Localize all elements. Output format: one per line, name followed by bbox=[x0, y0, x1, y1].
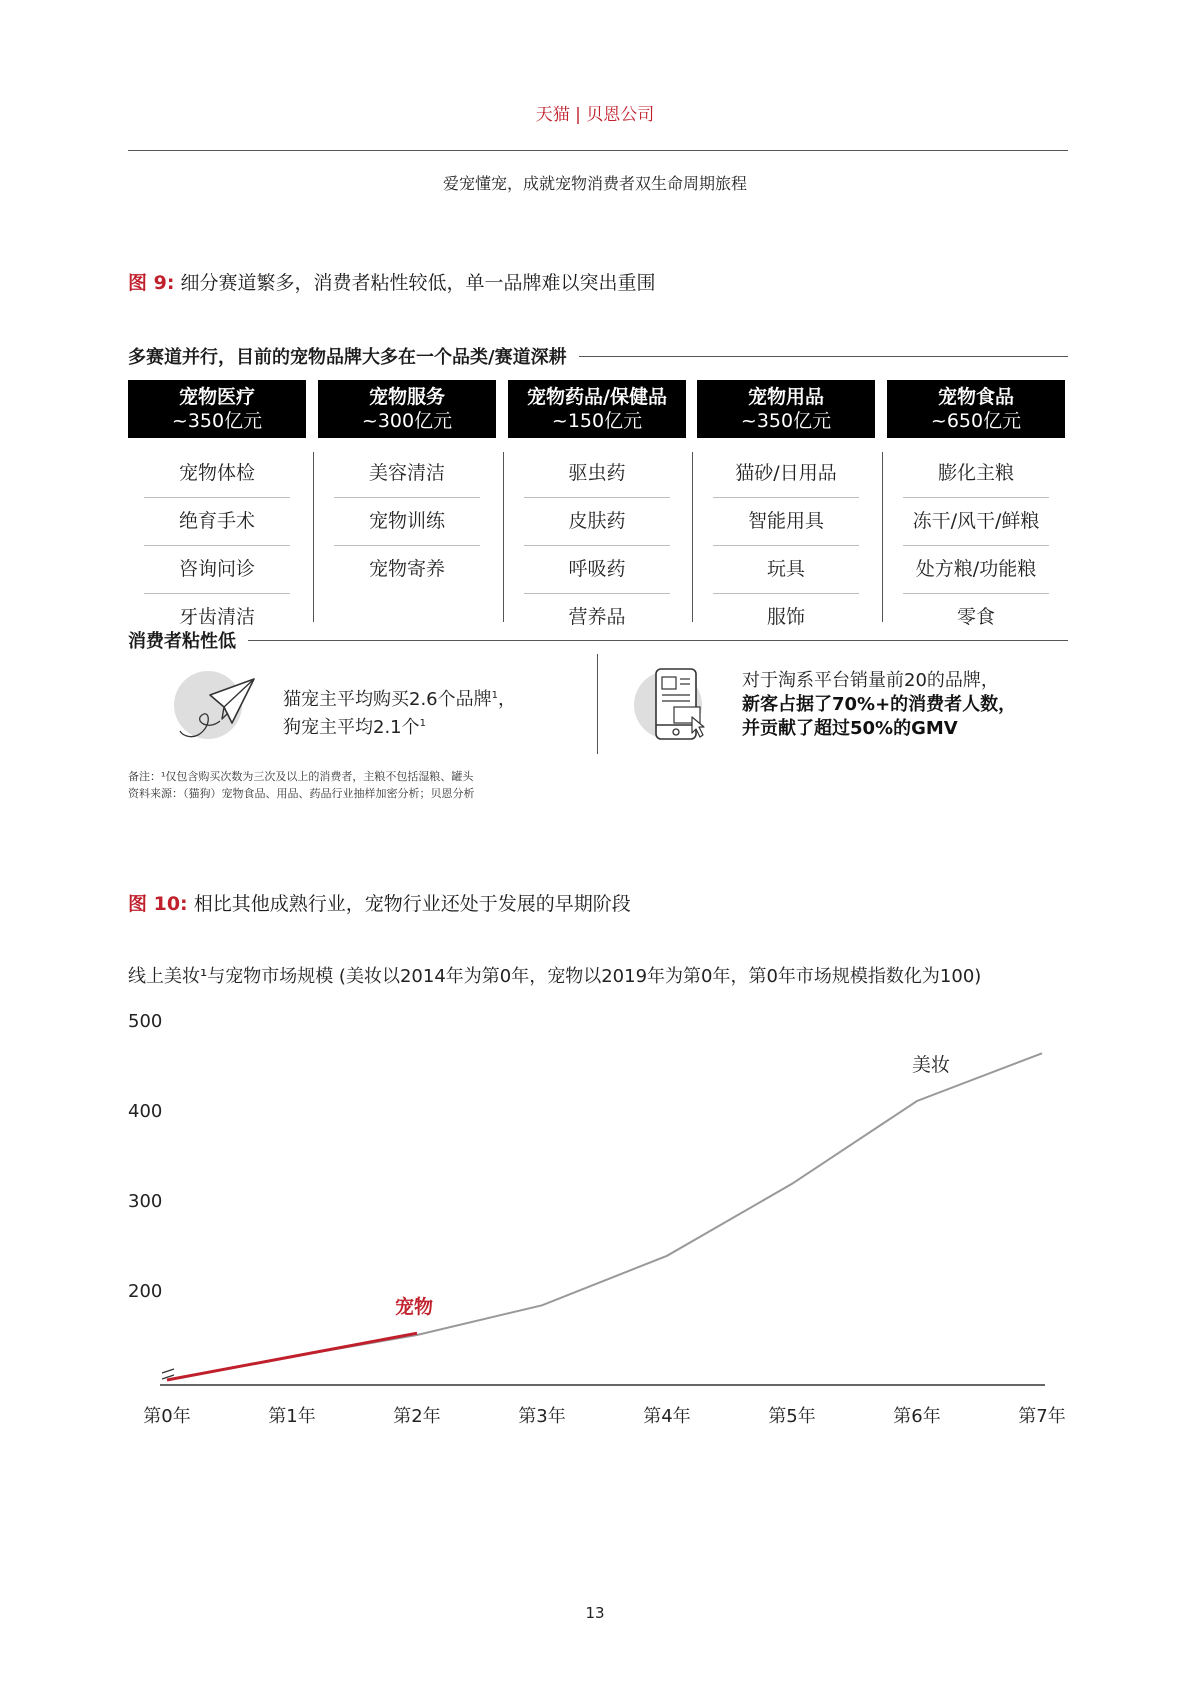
figure10-label: 图 10: bbox=[128, 893, 188, 915]
list-item: 咨询问诊 bbox=[144, 546, 290, 594]
x-tick-label: 第3年 bbox=[518, 1406, 566, 1427]
list-item: 宠物体检 bbox=[144, 450, 290, 498]
category-head-service bbox=[318, 380, 496, 438]
category-size: ~650亿元 bbox=[930, 410, 1022, 432]
category-head-food bbox=[887, 380, 1065, 438]
series-line-beauty bbox=[167, 1053, 1042, 1380]
y-tick-label: 500 bbox=[128, 1011, 163, 1032]
list-item: 营养品 bbox=[568, 606, 626, 628]
left-stat-line-1-tail: ， bbox=[498, 689, 516, 710]
category-size: ~150亿元 bbox=[551, 410, 643, 432]
y-tick-label: 300 bbox=[128, 1191, 163, 1212]
list-item: 处方粮/功能粮 bbox=[903, 546, 1049, 594]
figure10-title bbox=[128, 889, 631, 916]
right-stat-line-2-bold: 新客占据了70%+的消费者人数， bbox=[742, 694, 1017, 715]
list-item: 宠物寄养 bbox=[368, 558, 445, 580]
header-divider bbox=[128, 150, 1068, 151]
footnote-marker: 1 bbox=[491, 690, 498, 701]
category-head-medical bbox=[128, 380, 306, 438]
category-column-service bbox=[318, 450, 496, 593]
section-multi-track bbox=[128, 344, 1068, 368]
list-item: 玩具 bbox=[713, 546, 859, 594]
figure9-title bbox=[128, 268, 656, 295]
paper-plane-icon bbox=[168, 665, 268, 745]
series-label-pet: 宠物 bbox=[394, 1296, 434, 1319]
left-stat-line-1-text: 猫宠主平均购买2.6个品牌 bbox=[283, 689, 492, 710]
footnote-marker: 1 bbox=[419, 718, 427, 729]
section-rule bbox=[248, 640, 1068, 641]
left-stat-text bbox=[283, 684, 516, 740]
x-tick-label: 第2年 bbox=[393, 1406, 441, 1427]
column-divider bbox=[503, 452, 504, 622]
list-item: 零食 bbox=[956, 606, 995, 628]
right-stat-text bbox=[742, 669, 1016, 741]
left-stat-line-2 bbox=[283, 712, 516, 740]
y-tick-label: 200 bbox=[128, 1281, 163, 1302]
list-item: 冻干/风干/鲜粮 bbox=[903, 498, 1049, 546]
category-column-supplies bbox=[697, 450, 875, 641]
figure9-title-text: 细分赛道繁多，消费者粘性较低，单一品牌难以突出重围 bbox=[180, 272, 656, 294]
left-stat-line-2-text: 狗宠主平均2.1个 bbox=[283, 717, 420, 738]
header-subtitle: 爱宠懂宠，成就宠物消费者双生命周期旅程 bbox=[442, 174, 747, 193]
category-column-medical bbox=[128, 450, 306, 641]
x-tick-label: 第0年 bbox=[143, 1406, 191, 1427]
category-column-food bbox=[887, 450, 1065, 641]
list-item: 呼吸药 bbox=[524, 546, 670, 594]
category-name: 宠物食品 bbox=[937, 386, 1014, 408]
list-item: 绝育手术 bbox=[144, 498, 290, 546]
figure9-label: 图 9: bbox=[128, 272, 175, 294]
category-size: ~350亿元 bbox=[740, 410, 832, 432]
column-divider bbox=[692, 452, 693, 622]
right-stat-line-1: 对于淘系平台销量前20的品牌， bbox=[742, 670, 999, 691]
list-item: 皮肤药 bbox=[524, 498, 670, 546]
stickiness-divider bbox=[597, 654, 598, 754]
section-low-stickiness-title: 消费者粘性低 bbox=[128, 631, 236, 652]
series-label-beauty: 美妆 bbox=[911, 1054, 951, 1076]
category-name: 宠物用品 bbox=[747, 386, 824, 408]
list-item: 宠物训练 bbox=[334, 498, 480, 546]
source-note: 资料来源：（猫狗）宠物食品、用品、药品行业抽样加密分析；贝恩分析 bbox=[128, 787, 475, 800]
category-name: 宠物药品/保健品 bbox=[527, 386, 667, 408]
x-tick-label: 第6年 bbox=[893, 1406, 941, 1427]
list-item: 驱虫药 bbox=[524, 450, 670, 498]
category-head-medicine bbox=[508, 380, 686, 438]
list-item: 膨化主粮 bbox=[903, 450, 1049, 498]
page-number: 13 bbox=[585, 1604, 605, 1622]
left-stat-line-1 bbox=[283, 684, 516, 712]
category-name: 宠物医疗 bbox=[178, 386, 255, 408]
right-stat-line-3-bold: 并贡献了超过50%的GMV bbox=[742, 718, 958, 739]
column-divider bbox=[882, 452, 883, 622]
list-item: 猫砂/日用品 bbox=[713, 450, 859, 498]
category-size: ~300亿元 bbox=[361, 410, 453, 432]
section-low-stickiness bbox=[128, 628, 1068, 652]
chart-title: 线上美妆¹与宠物市场规模 (美妆以2014年为第0年，宠物以2019年为第0年，第0年市场规模指数化为100) bbox=[128, 966, 982, 987]
category-head-supplies bbox=[697, 380, 875, 438]
list-item: 服饰 bbox=[766, 606, 805, 628]
right-stat-line-3 bbox=[742, 717, 1016, 741]
section-multi-track-title: 多赛道并行，目前的宠物品牌大多在一个品类/赛道深耕 bbox=[128, 347, 567, 368]
figure10-title-text: 相比其他成熟行业，宠物行业还处于发展的早期阶段 bbox=[193, 893, 631, 915]
x-tick-label: 第7年 bbox=[1018, 1406, 1066, 1427]
line-chart bbox=[0, 990, 1190, 1440]
x-tick-label: 第5年 bbox=[768, 1406, 816, 1427]
axis-break-mark bbox=[162, 1369, 174, 1373]
mobile-app-icon bbox=[630, 665, 720, 745]
list-item: 智能用具 bbox=[713, 498, 859, 546]
x-tick-label: 第4年 bbox=[643, 1406, 691, 1427]
right-stat-line-2 bbox=[742, 693, 1016, 717]
column-divider bbox=[313, 452, 314, 622]
section-rule bbox=[579, 356, 1068, 357]
list-item: 牙齿清洁 bbox=[178, 606, 255, 628]
y-tick-label: 400 bbox=[128, 1101, 163, 1122]
category-name: 宠物服务 bbox=[368, 386, 445, 408]
category-column-medicine bbox=[508, 450, 686, 641]
header-brand: 天猫 | 贝恩公司 bbox=[535, 105, 655, 125]
list-item: 美容清洁 bbox=[334, 450, 480, 498]
footnote: 备注：¹仅包含购买次数为三次及以上的消费者，主粮不包括湿粮、罐头 bbox=[128, 770, 474, 783]
x-tick-label: 第1年 bbox=[268, 1406, 316, 1427]
category-size: ~350亿元 bbox=[171, 410, 263, 432]
